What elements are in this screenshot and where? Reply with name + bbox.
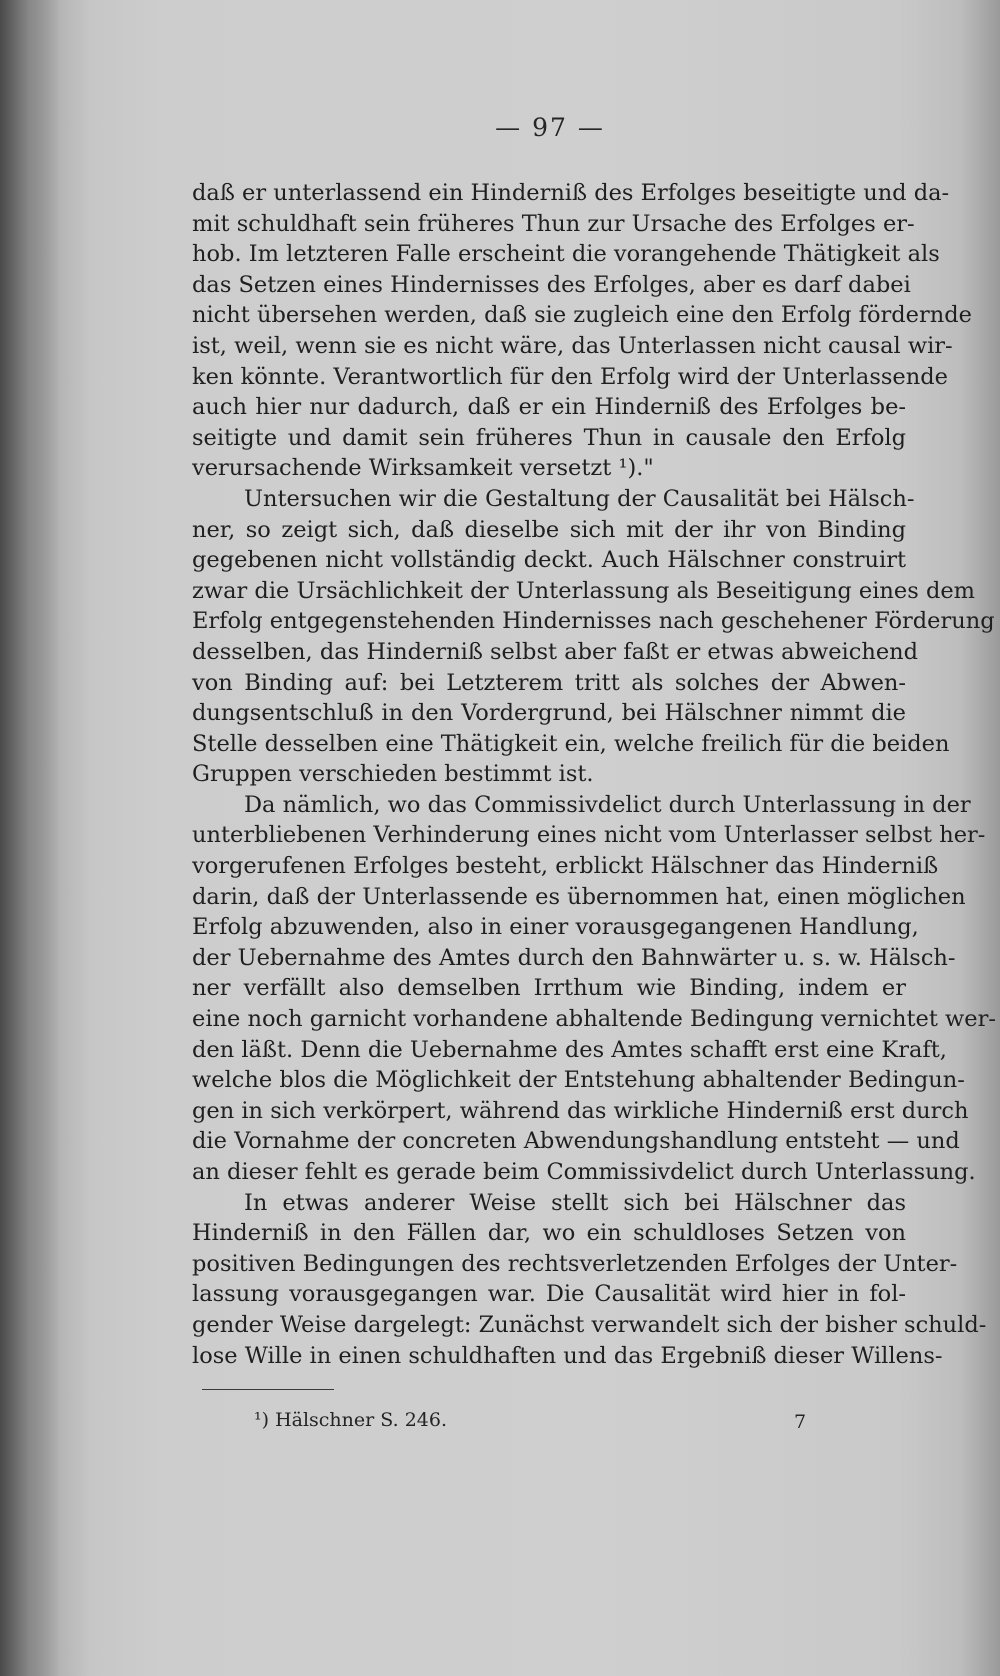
text-line: dungsentschluß in den Vordergrund, bei Hälschner nimmt die bbox=[192, 700, 906, 727]
text-line: den läßt. Denn die Uebernahme des Amtes schafft erst eine Kraft, bbox=[192, 1036, 947, 1063]
text-line: ner, so zeigt sich, daß dieselbe sich mit der ihr von Binding bbox=[192, 516, 906, 543]
text-line: Gruppen verschieden bestimmt ist. bbox=[192, 761, 594, 788]
text-line: der Uebernahme des Amtes durch den Bahnwärter u. s. w. Hälsch- bbox=[192, 944, 956, 971]
text-line: Untersuchen wir die Gestaltung der Causalität bei Hälsch- bbox=[244, 485, 915, 512]
text-line: Da nämlich, wo das Commissivdelict durch Unterlassung in der bbox=[244, 791, 971, 818]
text-line: das Setzen eines Hindernisses des Erfolges, aber es darf dabei bbox=[192, 271, 911, 298]
text-line: hob. Im letzteren Falle erscheint die vorangehende Thätigkeit als bbox=[192, 241, 940, 268]
text-line: lassung vorausgegangen war. Die Causalität wird hier in fol- bbox=[192, 1281, 906, 1308]
text-line: desselben, das Hinderniß selbst aber faßt er etwas abweichend bbox=[192, 638, 919, 665]
text-line: an dieser fehlt es gerade beim Commissivdelict durch Unterlassung. bbox=[192, 1159, 976, 1185]
text-line: nicht übersehen werden, daß sie zugleich eine den Erfolg fördernde bbox=[192, 302, 972, 329]
text-line: mit schuldhaft sein früheres Thun zur Ursache des Erfolges er- bbox=[192, 210, 915, 237]
main-text bbox=[192, 178, 996, 1371]
text-line: verursachende Wirksamkeit versetzt ¹)." bbox=[192, 455, 654, 482]
text-line: ner verfällt also demselben Irrthum wie Binding, indem er bbox=[192, 975, 906, 1002]
text-line: ken könnte. Verantwortlich für den Erfolg wird der Unterlassende bbox=[192, 363, 948, 390]
page-gutter-shadow bbox=[0, 0, 60, 1676]
text-line: daß er unterlassend ein Hinderniß des Erfolges beseitigte und da- bbox=[192, 180, 950, 206]
signature-mark: 7 bbox=[794, 1411, 807, 1433]
text-line: gen in sich verkörpert, während das wirkliche Hinderniß erst durch bbox=[192, 1097, 969, 1124]
text-line: die Vornahme der concreten Abwendungshandlung entsteht — und bbox=[192, 1128, 960, 1155]
text-line: gender Weise dargelegt: Zunächst verwandelt sich der bisher schuld- bbox=[192, 1311, 987, 1338]
text-line: In etwas anderer Weise stellt sich bei Hälschner das bbox=[244, 1189, 906, 1216]
text-line: von Binding auf: bei Letzterem tritt als solches der Abwen- bbox=[192, 669, 906, 696]
text-line: Hinderniß in den Fällen dar, wo ein schuldloses Setzen von bbox=[192, 1220, 906, 1247]
text-line: seitigte und damit sein früheres Thun in causale den Erfolg bbox=[192, 424, 906, 451]
text-line: gegebenen nicht vollständig deckt. Auch Hälschner construirt bbox=[192, 547, 906, 574]
text-line: Erfolg entgegenstehenden Hindernisses nach geschehener Förderung bbox=[192, 608, 995, 635]
text-line: vorgerufenen Erfolges besteht, erblickt Hälschner das Hinderniß bbox=[192, 853, 939, 880]
text-line: positiven Bedingungen des rechtsverletzenden Erfolges der Unter- bbox=[192, 1250, 958, 1277]
page-number: — 97 — bbox=[495, 113, 605, 142]
text-line: ist, weil, wenn sie es nicht wäre, das Unterlassen nicht causal wir- bbox=[192, 332, 953, 359]
text-line: lose Wille in einen schuldhaften und das Ergebniß dieser Willens- bbox=[192, 1342, 943, 1369]
footnote: ¹) Hälschner S. 246. bbox=[254, 1409, 447, 1431]
text-line: Erfolg abzuwenden, also in einer vorausgegangenen Handlung, bbox=[192, 914, 919, 941]
text-line: zwar die Ursächlichkeit der Unterlassung als Beseitigung eines dem bbox=[192, 577, 975, 604]
text-line: Stelle desselben eine Thätigkeit ein, welche freilich für die beiden bbox=[192, 730, 950, 757]
text-line: auch hier nur dadurch, daß er ein Hinderniß des Erfolges be- bbox=[192, 394, 906, 421]
footnote-divider bbox=[202, 1389, 334, 1390]
text-line: welche blos die Möglichkeit der Entstehung abhaltender Bedingun- bbox=[192, 1067, 965, 1094]
text-line: eine noch garnicht vorhandene abhaltende Bedingung vernichtet wer- bbox=[192, 1006, 996, 1033]
text-line: unterbliebenen Verhinderung eines nicht vom Unterlasser selbst her- bbox=[192, 822, 986, 849]
text-line: darin, daß der Unterlassende es übernommen hat, einen möglichen bbox=[192, 883, 966, 910]
